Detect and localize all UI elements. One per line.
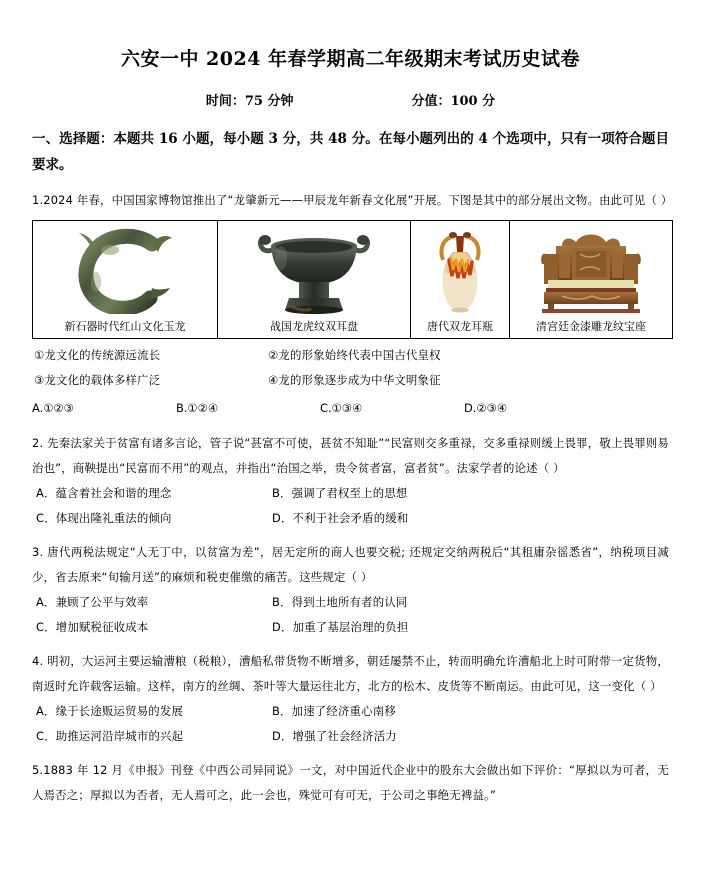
- question-4-option-b[interactable]: B．加速了经济重心南移: [272, 704, 396, 718]
- question-4-option-row-2: [32, 724, 669, 749]
- artifact-caption-2: 战国龙虎纹双耳盘: [270, 320, 358, 333]
- artifact-caption-1: 新石器时代红山文化玉龙: [64, 320, 186, 333]
- artifact-cell-2: [218, 221, 411, 339]
- question-1-option-c[interactable]: C.①③④: [320, 401, 363, 415]
- question-3-option-a[interactable]: A．兼顾了公平与效率: [36, 595, 149, 609]
- artifact-cell-4: [510, 221, 673, 339]
- artifact-caption-3: 唐代双龙耳瓶: [427, 320, 493, 333]
- question-3-option-row-1: [32, 590, 669, 615]
- tang-double-dragon-vase-image: [411, 221, 509, 318]
- question-1-statement-3: ③龙文化的载体多样广泛: [34, 373, 161, 387]
- question-2-option-b[interactable]: B．强调了君权至上的思想: [272, 486, 408, 500]
- question-1-statement-2: ②龙的形象始终代表中国古代皇权: [268, 348, 441, 362]
- question-1-statement-row-1: [32, 343, 669, 368]
- question-1-statement-row-2: [32, 368, 669, 393]
- question-2-option-d[interactable]: D．不利于社会矛盾的缓和: [272, 511, 409, 525]
- question-3-option-b[interactable]: B．得到土地所有者的认同: [272, 595, 408, 609]
- question-3-option-d[interactable]: D．加重了基层治理的负担: [272, 620, 409, 634]
- artifact-image-row: [33, 221, 673, 339]
- question-5-stem: 5.1883 年 12 月《申报》刊登《中西公司异同说》一文，对中国近代企业中的股东大会做出如下评价：“厚拟以为可者，无人焉否之；厚拟以为否者，无人焉可之，此一会也，殊觉可有可无，于公司之事绝无裨益。”: [32, 763, 669, 802]
- question-2-option-row-1: [32, 481, 669, 506]
- question-2-option-row-2: [32, 506, 669, 531]
- question-3-option-c[interactable]: C．增加赋税征收成本: [36, 620, 149, 634]
- question-1-option-d[interactable]: D.②③④: [464, 401, 508, 415]
- bronze-two-eared-basin-image: [218, 221, 410, 318]
- question-4-option-d[interactable]: D．增强了社会经济活力: [272, 729, 397, 743]
- question-1-statement-4: ④龙的形象逐步成为中华文明象征: [268, 373, 441, 387]
- question-1-option-a[interactable]: A.①②③: [32, 401, 74, 415]
- qing-carved-dragon-throne-image: [510, 221, 672, 318]
- exam-duration: 时间：75 分钟: [205, 94, 294, 109]
- artifact-cell-3: [411, 221, 510, 339]
- artifact-cell-1: [33, 221, 218, 339]
- question-1-statement-1: ①龙文化的传统源远流长: [34, 348, 161, 362]
- page-title: 六安一中 2024 年春学期高二年级期末考试历史试卷: [120, 48, 581, 70]
- artifact-caption-4: 清宫廷金漆雕龙纹宝座: [536, 320, 646, 333]
- question-3-stem: 3. 唐代两税法规定“人无丁中，以贫富为差”，居无定所的商人也要交税; 还规定交纳两税后“其租庸杂徭悉省”，纳税项目减少，省去原来“旬输月送”的麻烦和税吏催缴的痛苦。这些规定（ ）: [32, 545, 669, 584]
- question-4-option-c[interactable]: C．助推运河沿岸城市的兴起: [36, 729, 184, 743]
- question-3-option-row-2: [32, 615, 669, 640]
- artifact-image-table: [32, 220, 673, 339]
- jade-c-dragon-image: [33, 221, 217, 318]
- exam-meta-row: [32, 90, 669, 109]
- exam-total-score: 分值：100 分: [411, 94, 496, 109]
- question-1-stem: 1.2024 年春，中国国家博物馆推出了“龙肇新元——甲辰龙年新春文化展”开展。下图是其中的部分展出文物。由此可见（ ）: [32, 193, 673, 207]
- question-2-option-c[interactable]: C．体现出隆礼重法的倾向: [36, 511, 172, 525]
- question-4-option-a[interactable]: A．缘于长途贩运贸易的发展: [36, 704, 184, 718]
- question-2-stem: 2. 先秦法家关于贫富有诸多言论，管子说“甚富不可使，甚贫不知耻”“民富则交多重禄，交多重禄则缓上畏罪，敬上畏罪则易治也”，商鞅提出“民富而不用”的观点，并指出“治国之举，贵令贫者富，富者贫”。法家学者的论述（ ）: [32, 436, 669, 475]
- question-2-option-a[interactable]: A．蕴含着社会和谐的理念: [36, 486, 172, 500]
- question-1-options: [32, 396, 669, 421]
- question-4-option-row-1: [32, 699, 669, 724]
- question-1-option-b[interactable]: B.①②④: [176, 401, 219, 415]
- question-4-stem: 4. 明初，大运河主要运输漕粮（税粮），漕船私带货物不断增多，朝廷屡禁不止，转而明确允许漕船北上时可附带一定货物，南返时允许载客运输。这样，南方的丝绸、茶叶等大量运往北方，北方的松木、皮货等不断南运。由此可见，这一变化（ ）: [32, 654, 669, 693]
- section-one-heading: 一、选择题：本题共 16 小题，每小题 3 分，共 48 分。在每小题列出的 4 个选项中，只有一项符合题目要求。: [32, 131, 669, 173]
